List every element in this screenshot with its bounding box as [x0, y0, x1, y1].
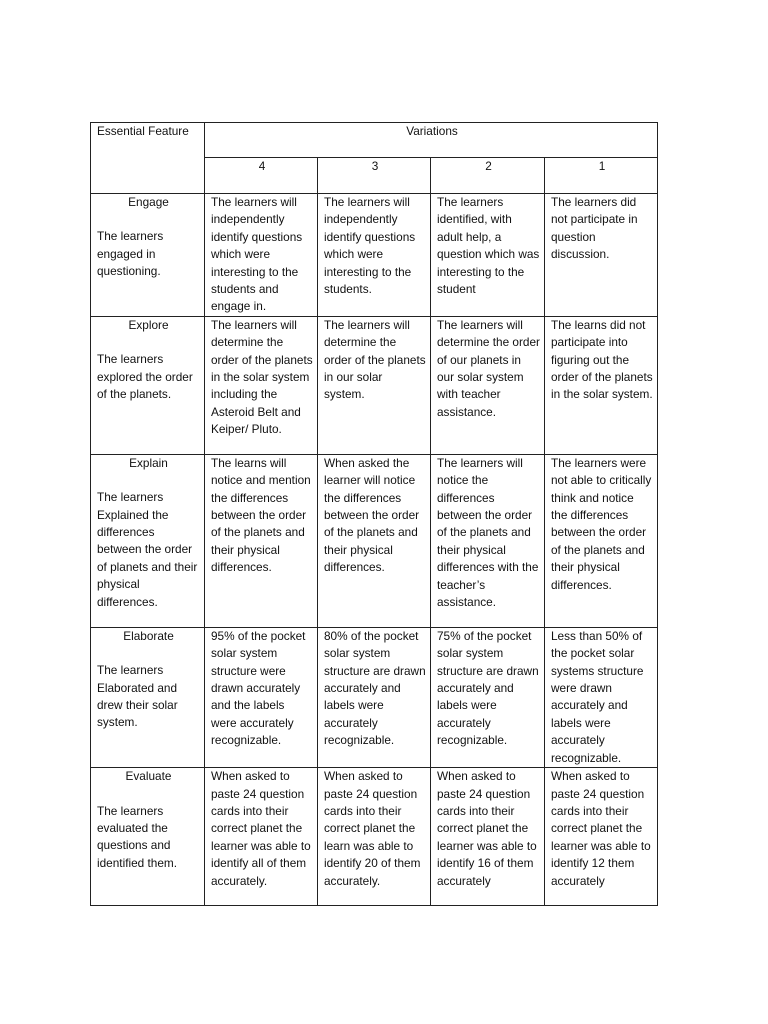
- table-row-engage: [91, 194, 658, 317]
- feature-cell: [91, 454, 205, 627]
- cell-text: When asked to paste 24 question cards into their correct planet the learner was able to identify all of them accurately.: [211, 769, 311, 888]
- variations-label: Variations: [406, 124, 458, 138]
- stage-title: Explore: [128, 317, 169, 332]
- level-4-cell: [205, 316, 318, 454]
- level-1-cell: [545, 316, 658, 454]
- stage-title: Engage: [128, 195, 169, 209]
- feature-cell: [91, 316, 205, 454]
- level-4-cell: [205, 627, 318, 767]
- level-1-cell: [545, 768, 658, 906]
- level-2-cell: [431, 768, 545, 906]
- cell-text: The learners did not participate in question discussion.: [551, 195, 638, 262]
- cell-text: Less than 50% of the pocket solar systems structure were drawn accurately and labels were accurately recognizable.: [551, 628, 644, 765]
- cell-text: The learners will notice the differences between the order of the planets and their physical differences with the teacher’s assistance.: [437, 455, 539, 610]
- level-3-cell: [318, 454, 431, 627]
- level-4-cell: [205, 194, 318, 317]
- cell-text: The learners identified, with adult help, a question which was interesting to the student: [437, 195, 540, 297]
- level-1-cell: [545, 454, 658, 627]
- level-header-2: 2: [431, 158, 545, 194]
- cell-text: When asked the learner will notice the differences between the order of the planets and their physical differences.: [324, 455, 420, 575]
- stage-title: Elaborate: [123, 628, 174, 643]
- level-2-cell: [431, 316, 545, 454]
- feature-cell: [91, 194, 205, 317]
- cell-text: 80% of the pocket solar system structure are drawn accurately and labels were accurately recognizable.: [324, 628, 426, 748]
- stage-description: The learners explored the order of the planets.: [97, 352, 193, 402]
- cell-text: The learners will determine the order of the planets in our solar system.: [324, 317, 426, 402]
- stage-description: The learners Explained the differences between the order of planets and their physical differences.: [97, 490, 198, 609]
- essential-feature-header: [91, 123, 205, 194]
- level-2-cell: [431, 627, 545, 767]
- cell-text: The learns will notice and mention the differences between the order of the planets and their physical differences.: [211, 455, 311, 575]
- stage-title: Evaluate: [125, 769, 172, 784]
- cell-text: The learners will determine the order of the planets in the solar system including the Asteroid Belt and Keiper/ Pluto.: [211, 317, 313, 437]
- cell-text: The learners were not able to critically think and notice the differences between the order of the planets and their physical differences.: [551, 455, 652, 592]
- stage-title: Explain: [129, 455, 168, 470]
- rubric-table: [90, 122, 658, 906]
- feature-cell: [91, 768, 205, 906]
- level-3-cell: [318, 627, 431, 767]
- level-2-cell: [431, 194, 545, 317]
- level-header-4: 4: [205, 158, 318, 194]
- table-row-elaborate: [91, 627, 658, 767]
- feature-cell: [91, 627, 205, 767]
- cell-text: 95% of the pocket solar system structure were drawn accurately and the labels were accurately recognizable.: [211, 628, 306, 748]
- level-3-cell: [318, 194, 431, 317]
- essential-feature-label: Essential Feature: [97, 124, 189, 138]
- stage-description: The learners Elaborated and drew their solar system.: [97, 663, 178, 730]
- cell-text: The learners will independently identify questions which were interesting to the students and engage in.: [211, 195, 303, 314]
- level-3-cell: [318, 316, 431, 454]
- stage-description: The learners evaluated the questions and identified them.: [97, 803, 178, 870]
- cell-text: 75% of the pocket solar system structure are drawn accurately and labels were accurately recognizable.: [437, 628, 539, 748]
- table-row-explain: [91, 454, 658, 627]
- cell-text: The learners will independently identify questions which were interesting to the students.: [324, 195, 416, 297]
- level-3-cell: [318, 768, 431, 906]
- table-row-evaluate: [91, 768, 658, 906]
- level-header-1: 1: [545, 158, 658, 194]
- cell-text: When asked to paste 24 question cards into their correct planet the learner was able to identify 12 them accurately: [551, 769, 651, 888]
- level-header-3: 3: [318, 158, 431, 194]
- level-4-cell: [205, 454, 318, 627]
- cell-text: When asked to paste 24 question cards into their correct planet the learn was able to identify 20 of them accurately.: [324, 769, 421, 888]
- level-1-cell: [545, 627, 658, 767]
- cell-text: The learns did not participate into figuring out the order of the planets in the solar system.: [551, 317, 653, 402]
- level-1-cell: [545, 194, 658, 317]
- header-row-variations: [91, 123, 658, 158]
- table-row-explore: [91, 316, 658, 454]
- stage-description: The learners engaged in questioning.: [97, 229, 164, 279]
- cell-text: The learners will determine the order of our planets in our solar system with teacher assistance.: [437, 317, 540, 419]
- variations-header: [205, 123, 658, 158]
- level-2-cell: [431, 454, 545, 627]
- level-4-cell: [205, 768, 318, 906]
- cell-text: When asked to paste 24 question cards into their correct planet the learner was able to identify 16 of them accurately: [437, 769, 537, 888]
